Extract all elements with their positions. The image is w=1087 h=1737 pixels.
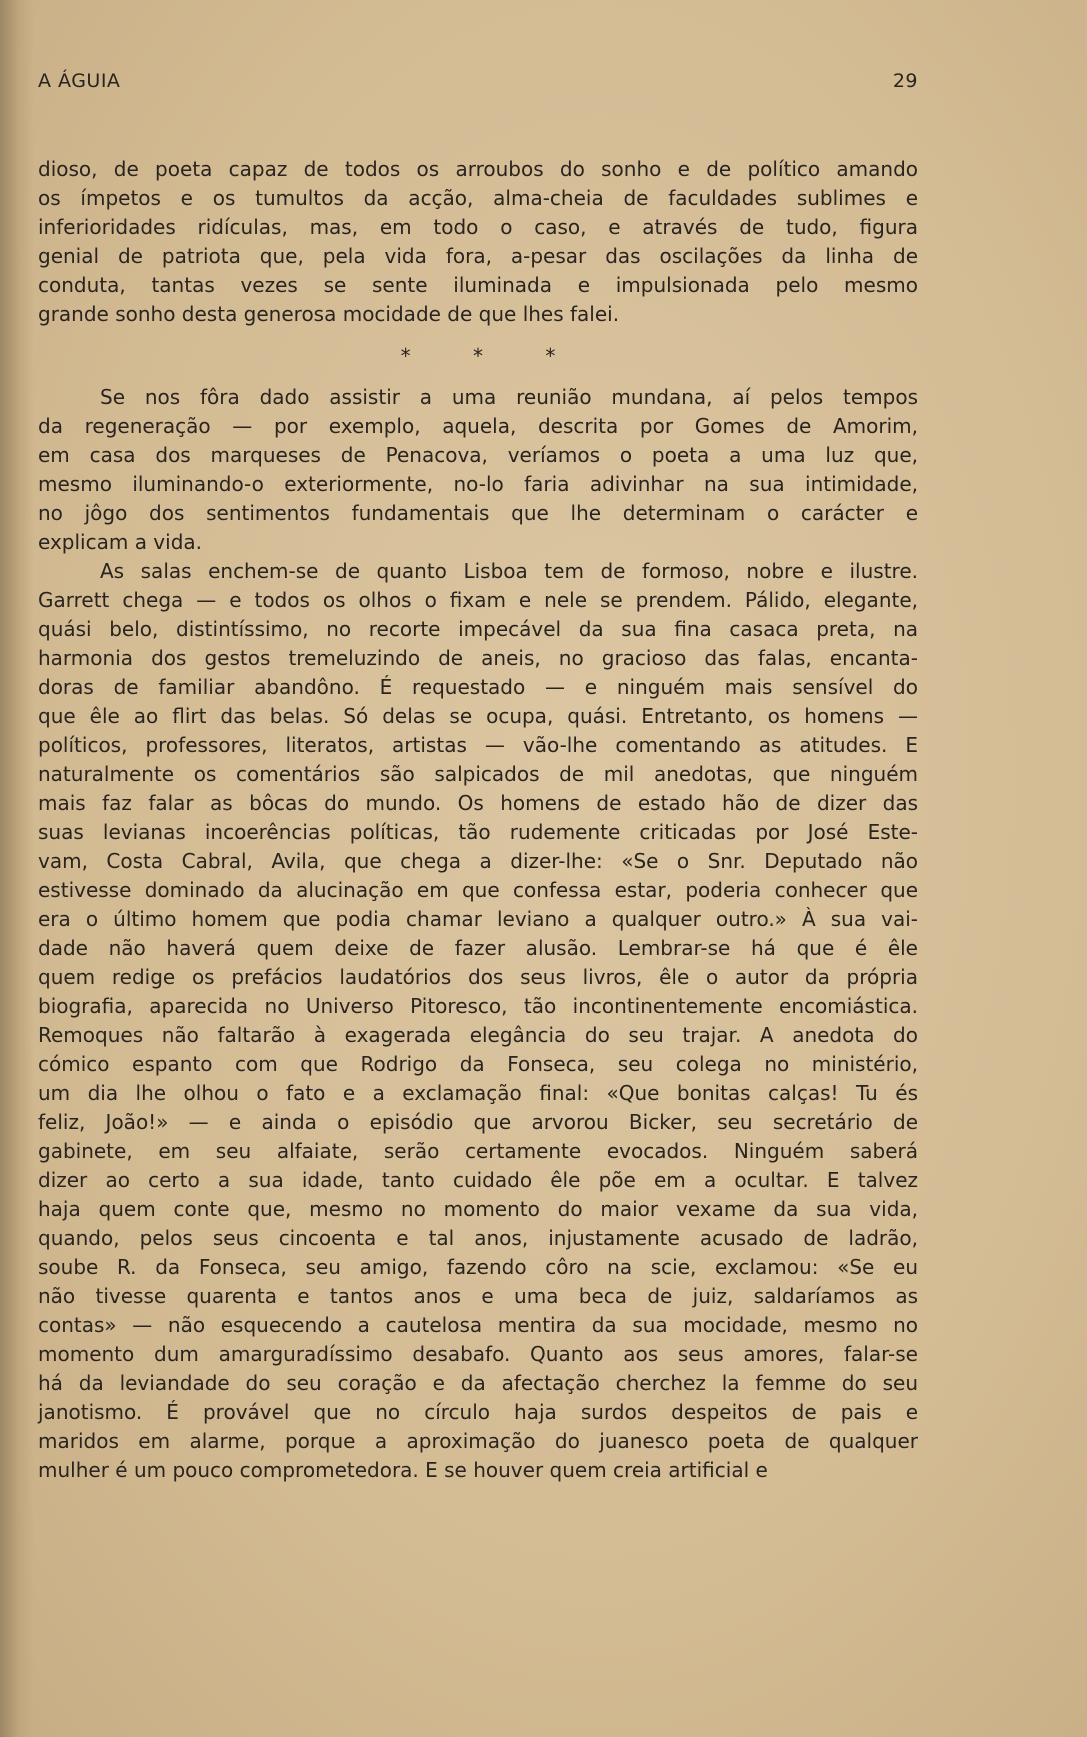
text-line: Se nos fôra dado assistir a uma reunião mundana, aí pelos tempos [100, 385, 918, 409]
text-line: vam, Costa Cabral, Avila, que chega a dizer-lhe: «Se o Snr. Deputado não [38, 849, 918, 873]
page-number: 29 [892, 70, 918, 92]
text-line: dioso, de poeta capaz de todos os arroubos do sonho e de político amando [38, 157, 918, 181]
text-line: doras de familiar abandôno. É requestado — e ninguém mais sensível do [38, 675, 918, 699]
section-separator: * * * [400, 344, 584, 368]
text-line: soube R. da Fonseca, seu amigo, fazendo côro na scie, exclamou: «Se eu [38, 1255, 918, 1279]
text-line: da regeneração — por exemplo, aquela, descrita por Gomes de Amorim, [38, 414, 918, 438]
text-line: não tivesse quarenta e tantos anos e uma beca de juiz, saldaríamos as [38, 1284, 918, 1308]
page-header [38, 70, 918, 100]
text-line: inferioridades ridículas, mas, em todo o caso, e através de tudo, figura [38, 215, 918, 239]
text-line: As salas enchem-se de quanto Lisboa tem de formoso, nobre e ilustre. [100, 559, 918, 583]
text-line: Garrett chega — e todos os olhos o fixam e nele se prendem. Pálido, elegante, [38, 588, 918, 612]
paragraph [38, 383, 918, 557]
text-line: no jôgo dos sentimentos fundamentais que lhe determinam o carácter e [38, 501, 918, 525]
text-line: mais faz falar as bôcas do mundo. Os homens de estado hão de dizer das [38, 791, 918, 815]
text-line: era o último homem que podia chamar leviano a qualquer outro.» À sua vai- [38, 907, 918, 931]
text-line: janotismo. É provável que no círculo haja surdos despeitos de pais e [38, 1400, 918, 1424]
text-line: políticos, professores, literatos, artistas — vão-lhe comentando as atitudes. E [38, 733, 918, 757]
text-line: um dia lhe olhou o fato e a exclamação final: «Que bonitas calças! Tu és [38, 1081, 918, 1105]
text-line: genial de patriota que, pela vida fora, a-pesar das oscilações da linha de [38, 244, 918, 268]
running-title: A ÁGUIA [38, 70, 121, 92]
text-line: suas levianas incoerências políticas, tão rudemente criticadas por José Este- [38, 820, 918, 844]
text-line: quando, pelos seus cincoenta e tal anos, injustamente acusado de ladrão, [38, 1226, 918, 1250]
text-line: que êle ao flirt das belas. Só delas se ocupa, quási. Entretanto, os homens — [38, 704, 918, 728]
text-line: há da leviandade do seu coração e da afectação cherchez la femme do seu [38, 1371, 918, 1395]
text-line: gabinete, em seu alfaiate, serão certamente evocados. Ninguém saberá [38, 1139, 918, 1163]
text-line: conduta, tantas vezes se sente iluminada e impulsionada pelo mesmo [38, 273, 918, 297]
text-line: harmonia dos gestos tremeluzindo de aneis, no gracioso das falas, encanta- [38, 646, 918, 670]
body-text [38, 155, 918, 1485]
text-line: naturalmente os comentários são salpicados de mil anedotas, que ninguém [38, 762, 918, 786]
text-line: cómico espanto com que Rodrigo da Fonseca, seu colega no ministério, [38, 1052, 918, 1076]
paragraph [38, 557, 918, 1485]
text-line: Remoques não faltarão à exagerada elegância do seu trajar. A anedota do [38, 1023, 918, 1047]
text-line: feliz, João!» — e ainda o episódio que arvorou Bicker, seu secretário de [38, 1110, 918, 1134]
text-line: quási belo, distintíssimo, no recorte impecável da sua fina casaca preta, na [38, 617, 918, 641]
text-line: momento dum amarguradíssimo desabafo. Quanto aos seus amores, falar-se [38, 1342, 918, 1366]
text-line: mesmo iluminando-o exteriormente, no-lo faria adivinhar na sua intimidade, [38, 472, 918, 496]
text-line: em casa dos marqueses de Penacova, veríamos o poeta a uma luz que, [38, 443, 918, 467]
spine-shadow [0, 0, 34, 1737]
text-line: dade não haverá quem deixe de fazer alusão. Lembrar-se há que é êle [38, 936, 918, 960]
text-line: grande sonho desta generosa mocidade de que lhes falei. [38, 302, 620, 326]
text-line: mulher é um pouco comprometedora. E se houver quem creia artificial e [38, 1458, 768, 1482]
text-line: quem redige os prefácios laudatórios dos seus livros, êle o autor da própria [38, 965, 918, 989]
text-line: contas» — não esquecendo a cautelosa mentira da sua mocidade, mesmo no [38, 1313, 918, 1337]
paragraph [38, 155, 918, 329]
text-line: maridos em alarme, porque a aproximação do juanesco poeta de qualquer [38, 1429, 918, 1453]
text-line: haja quem conte que, mesmo no momento do maior vexame da sua vida, [38, 1197, 918, 1221]
text-line: dizer ao certo a sua idade, tanto cuidado êle põe em a ocultar. E talvez [38, 1168, 918, 1192]
text-line: explicam a vida. [38, 530, 203, 554]
text-line: estivesse dominado da alucinação em que confessa estar, poderia conhecer que [38, 878, 918, 902]
text-line: biografia, aparecida no Universo Pitoresco, tão incontinentemente encomiástica. [38, 994, 918, 1018]
text-line: os ímpetos e os tumultos da acção, alma-cheia de faculdades sublimes e [38, 186, 918, 210]
